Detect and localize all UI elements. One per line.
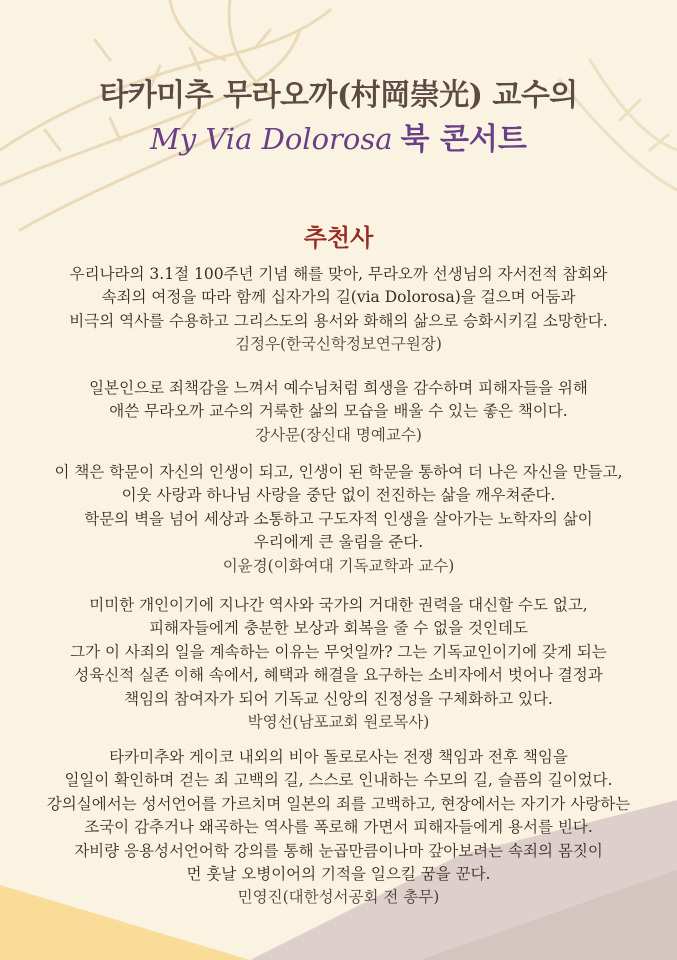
recommendation-line: 조국이 감추거나 왜곡하는 역사를 폭로해 가면서 피해자들에게 용서를 빈다. <box>84 818 593 837</box>
recommendation-block <box>0 594 677 734</box>
recommendation-line: 미미한 개인이기에 지나간 역사와 국가의 거대한 권력을 대신할 수도 없고, <box>89 596 588 614</box>
recommendation-line: 일본인으로 죄책감을 느껴서 예수님처럼 희생을 감수하며 피해자들을 위해 <box>89 379 588 397</box>
recommendation-block <box>0 263 677 357</box>
recommendation-line: 우리나라의 3.1절 100주년 기념 해를 맞아, 무라오까 선생님의 자서전적 참회와 <box>69 265 608 283</box>
recommendation-author: 민영진(대한성서공회 전 총무) <box>237 888 440 907</box>
recommendation-line: 이웃 사랑과 하나님 사랑을 중단 없이 전진하는 삶을 깨우쳐준다. <box>121 486 556 505</box>
page-subtitle <box>0 114 677 158</box>
recommendation-line: 비극의 역사를 수용하고 그리스도의 용서와 화해의 삶으로 승화시키길 소망한다. <box>69 311 608 330</box>
recommendation-line: 자비량 응용성서언어학 강의를 통해 눈곱만큼이나마 갚아보려는 속죄의 몸짓이 <box>74 841 603 860</box>
recommendation-line: 책임의 참여자가 되어 기독교 신앙의 진정성을 구체화하고 있다. <box>124 689 553 708</box>
recommendation-line: 애쓴 무라오까 교수의 거룩한 삶의 모습을 배울 수 있는 좋은 책이다. <box>109 402 568 421</box>
recommendation-line: 먼 훗날 오병이어의 기적을 일으킬 꿈을 꾼다. <box>186 865 491 884</box>
recommendation-line: 피해자들에게 충분한 보상과 회복을 줄 수 없을 것인데도 <box>149 619 528 638</box>
recommendation-line: 강의실에서는 성서언어를 가르치며 일본의 죄를 고백하고, 현장에서는 자기가 사랑하는 <box>46 794 631 813</box>
recommendation-author: 강사문(장신대 명예교수) <box>255 425 422 444</box>
recommendation-line: 이 책은 학문이 자신의 인생이 되고, 인생이 된 학문을 통하여 더 나은 자신을 만들고, <box>54 463 623 481</box>
recommendation-block <box>0 746 677 910</box>
recommendation-block <box>0 461 677 578</box>
recommendation-line: 타카미추와 게이코 내외의 비아 돌로로사는 전쟁 책임과 전후 책임을 <box>109 748 568 766</box>
recommendation-line: 우리에게 큰 울림을 준다. <box>253 533 424 552</box>
page-title: 타카미추 무라오까(村岡崇光) 교수의 <box>99 78 578 113</box>
recommendation-line: 일일이 확인하며 걷는 죄 고백의 길, 스스로 인내하는 수모의 길, 슬픔의 길이었다. <box>64 771 613 790</box>
recommendation-author: 이윤경(이화여대 기독교학과 교수) <box>222 556 455 575</box>
section-heading: 추천사 <box>303 223 374 252</box>
recommendation-block <box>0 377 677 447</box>
title-script-text: My Via Dolorosa <box>150 122 393 156</box>
recommendation-line: 성육신적 실존 이해 속에서, 혜택과 해결을 요구하는 소비자에서 벗어나 결정과 <box>74 666 603 685</box>
recommendation-line: 그가 이 사죄의 일을 계속하는 이유는 무엇일까? 그는 기독교인이기에 갖게 되는 <box>70 642 607 661</box>
title-bold-text: 북 콘서트 <box>400 122 527 157</box>
recommendation-line: 학문의 벽을 넘어 세상과 소통하고 구도자적 인생을 살아가는 노학자의 삶이 <box>84 509 593 528</box>
recommendation-author: 김정우(한국신학정보연구원장) <box>235 335 442 354</box>
recommendation-line: 속죄의 여정을 따라 함께 십자가의 길(via Dolorosa)을 걸으며 어둠과 <box>101 288 576 307</box>
recommendation-author: 박영선(남포교회 원로목사) <box>247 713 430 732</box>
